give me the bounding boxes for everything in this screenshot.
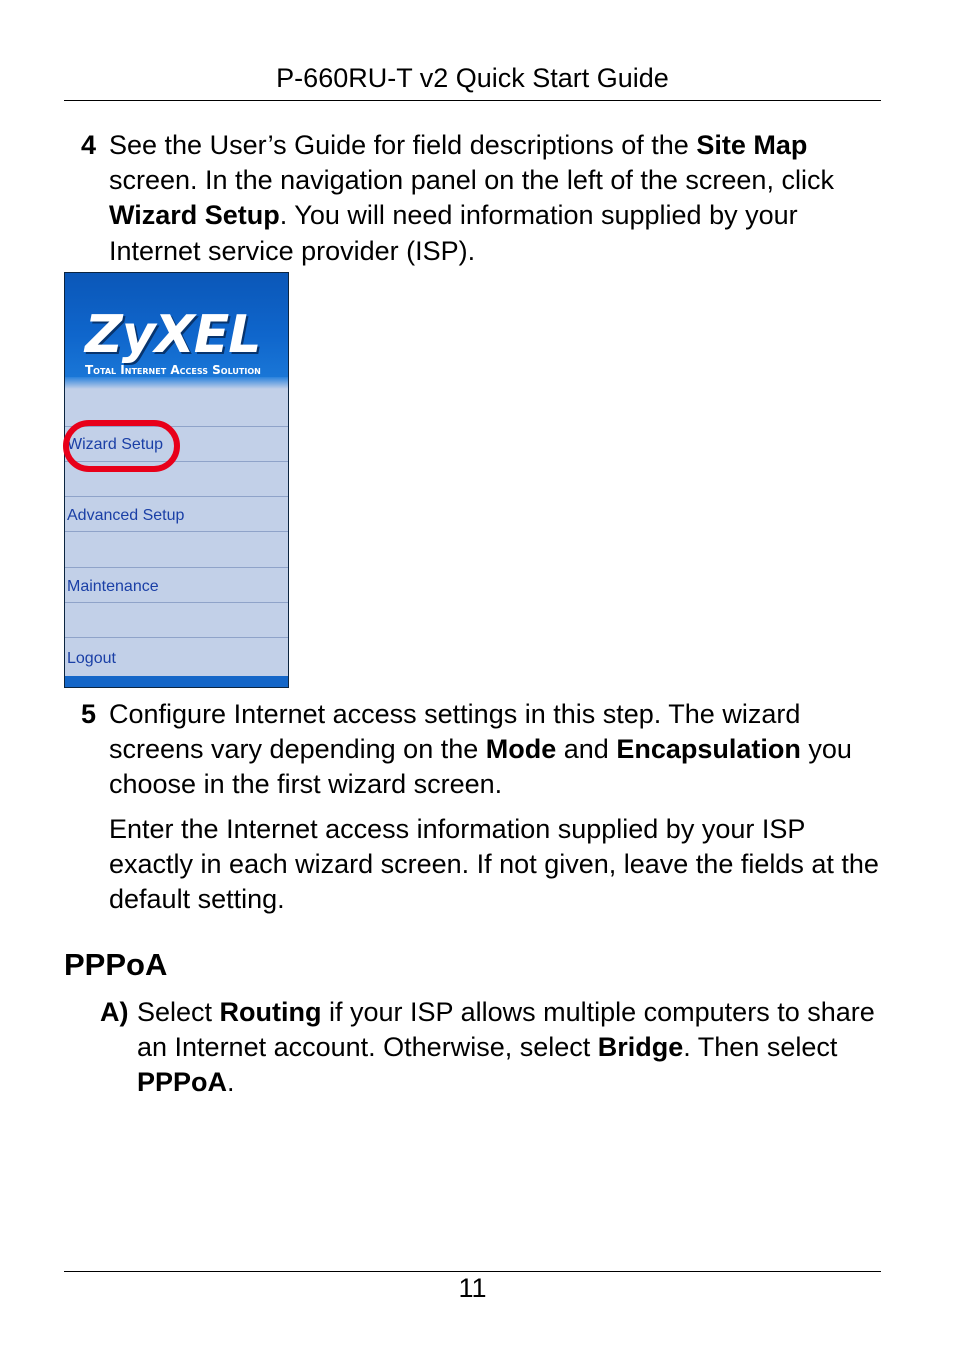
page-number: 11	[458, 1273, 487, 1303]
bold-run: Mode	[485, 734, 557, 765]
sub-step-label: A)	[100, 997, 129, 1027]
wizard-setup-highlight-circle	[63, 420, 180, 472]
brand-banner	[65, 273, 288, 387]
text-run: . You will need information supplied by your Internet service provider (ISP).	[109, 200, 798, 266]
step-text	[109, 128, 881, 269]
bold-run: Wizard Setup	[109, 200, 280, 231]
step-5-paragraph-2: Enter the Internet access information supplied by your ISP exactly in each wizard screen. If not given, leave the fields at the default setting.	[109, 814, 879, 914]
page-header	[64, 60, 881, 101]
text-run: Select	[137, 997, 220, 1027]
nav-link-wizard-setup[interactable]: Wizard Setup	[67, 436, 164, 453]
nav-item-logout[interactable]	[65, 639, 288, 673]
banner-fade	[65, 377, 288, 389]
nav-link-advanced-setup[interactable]: Advanced Setup	[67, 507, 185, 524]
step-number: 4	[81, 130, 97, 160]
text-run: screen. In the navigation panel on the left of the screen, click	[109, 165, 834, 196]
text-run: See the User’s Guide for field descriptions of the	[109, 130, 697, 160]
text-run: you choose in the first wizard screen.	[109, 734, 852, 800]
text-run: .	[227, 1067, 235, 1097]
sub-step-text	[137, 995, 890, 1100]
panel-bottom-bar	[65, 676, 288, 687]
bold-run: Routing	[219, 997, 322, 1027]
step-number: 5	[81, 699, 97, 729]
logo-tagline: Total Internet Access Solution	[85, 363, 261, 377]
step-4	[81, 128, 881, 269]
nav-item-advanced-setup[interactable]	[65, 498, 288, 532]
nav-link-logout[interactable]: Logout	[67, 650, 116, 667]
bold-run: Site Map	[696, 130, 808, 160]
nav-link-maintenance[interactable]: Maintenance	[67, 578, 159, 595]
header-title: P-660RU-T v2 Quick Start Guide	[276, 63, 669, 93]
navigation-panel-screenshot	[64, 272, 289, 688]
bold-run: Encapsulation	[616, 734, 801, 765]
step-text	[109, 697, 881, 803]
bold-run: PPPoA	[137, 1067, 228, 1097]
nav-item-maintenance[interactable]	[65, 569, 288, 603]
text-run: if your ISP allows multiple computers to share an Internet account. Otherwise, select	[137, 997, 875, 1062]
sub-step-a	[100, 995, 890, 1100]
zyxel-logo: ZyXEL	[85, 305, 261, 365]
section-title: PPPoA	[64, 947, 168, 982]
text-run: . Then select	[683, 1032, 838, 1062]
step-5	[81, 697, 881, 803]
nav-spacer	[65, 604, 288, 638]
nav-spacer	[65, 534, 288, 568]
text-run: and	[556, 734, 617, 765]
bold-run: Bridge	[597, 1032, 684, 1062]
text-run: Configure Internet access settings in this step. The wizard screens vary depending on the	[109, 699, 801, 765]
